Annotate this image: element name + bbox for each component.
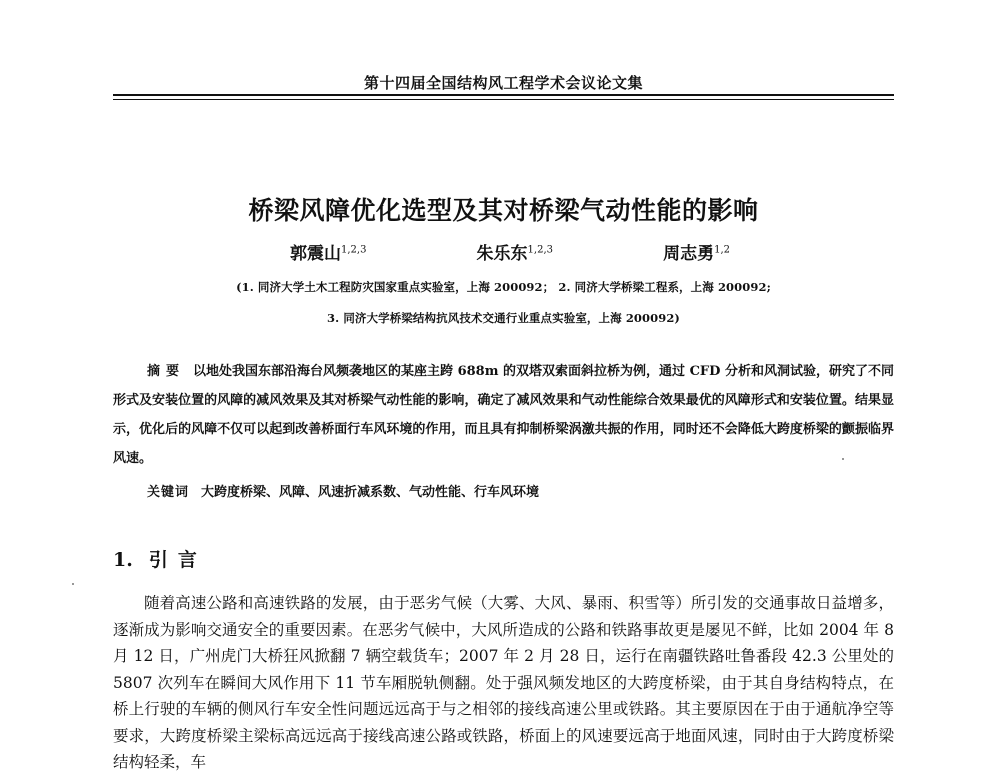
header-rule-thick	[113, 94, 894, 96]
author-item	[663, 239, 730, 264]
affiliation-line: (1. 同济大学土木工程防灾国家重点实验室，上海 200092； 2. 同济大学桥梁工程系，上海 200092;	[236, 280, 771, 294]
author-affiliation-mark: 1,2,3	[527, 244, 553, 256]
author-affiliation-mark: 1,2,3	[341, 244, 367, 256]
section-number: 1.	[113, 549, 133, 571]
author-item	[477, 239, 553, 264]
author-item	[290, 239, 366, 264]
author-name: 周志勇	[663, 244, 715, 264]
header-rule-thin	[113, 99, 894, 100]
section-heading	[113, 545, 207, 572]
paper-title: 桥梁风障优化选型及其对桥梁气动性能的影响	[248, 196, 759, 225]
keywords-label: 关键词	[147, 485, 190, 500]
abstract-label: 摘要	[147, 364, 186, 379]
scan-speck	[72, 583, 74, 585]
section-title: 引言	[148, 549, 207, 571]
affiliation-line: 3. 同济大学桥梁结构抗风技术交通行业重点实验室，上海 200092)	[327, 311, 680, 325]
author-affiliation-mark: 1,2	[714, 244, 730, 256]
author-name: 朱乐东	[476, 244, 528, 264]
running-header: 第十四届全国结构风工程学术会议论文集	[363, 74, 643, 92]
abstract-text: 以地处我国东部沿海台风频袭地区的某座主跨 688m 的双塔双索面斜拉桥为例，通过 CFD 分析和风洞试验，研究了不同形式及安装位置的风障的减风效果及其对桥梁气动性能的影响，确定了减风效果和气动性能综合效果最优的风障形式和安装位置。结果显示，优化后的风障不仅可以起到改善桥面行车风环境的作用，而且具有抑制桥梁涡激共振的作用，同时还不会降低大跨度桥梁的颤振临界风速。	[113, 364, 894, 466]
author-name: 郭震山	[290, 244, 341, 264]
author-list	[290, 239, 730, 264]
keywords-block	[147, 481, 894, 500]
section-paragraph: 随着高速公路和高速铁路的发展，由于恶劣气候（大雾、大风、暴雨、积雪等）所引发的交通事故日益增多，逐渐成为影响交通安全的重要因素。在恶劣气候中，大风所造成的公路和铁路事故更是屡见不鲜，比如 2004 年 8 月 12 日，广州虎门大桥狂风掀翻 7 辆空载货车；2007 年 2 月 28 日，运行在南疆铁路吐鲁番段 42.3 公里处的 5807 次列车在瞬间大风作用下 11 节车厢脱轨侧翻。处于强风频发地区的大跨度桥梁，由于其自身结构特点，在桥上行驶的车辆的侧风行车安全性问题远远高于与之相邻的接线高速公里或铁路。其主要原因在于由于通航净空等要求，大跨度桥梁主梁标高远远高于接线高速公路或铁路，桥面上的风速要远高于地面风速，同时由于大跨度桥梁结构轻柔，车	[113, 594, 894, 771]
keywords-text: 大跨度桥梁、风障、风速折减系数、气动性能、行车风环境	[201, 485, 540, 500]
abstract-block	[113, 357, 894, 473]
scan-speck	[842, 458, 844, 460]
